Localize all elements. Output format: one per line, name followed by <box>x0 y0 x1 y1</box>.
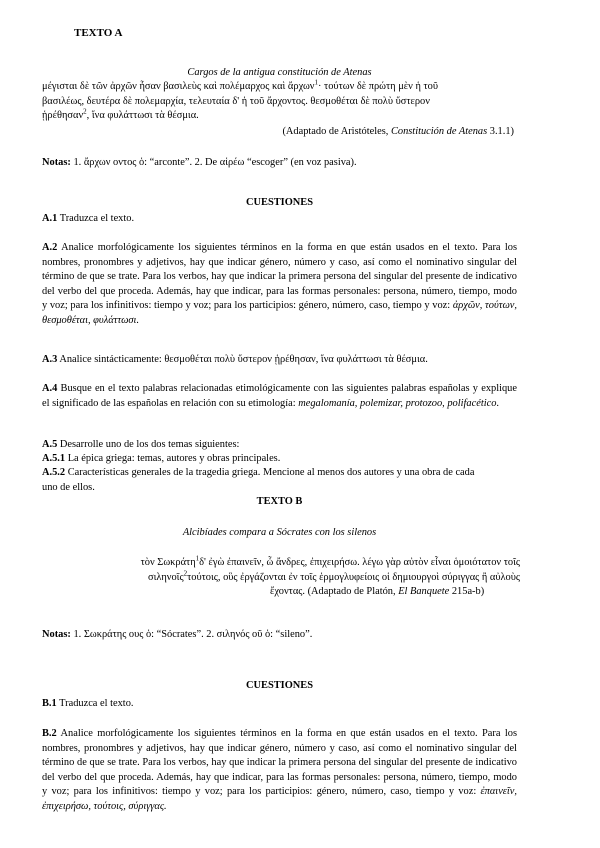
question-a4: A.4 Busque en el texto palabras relacionadas etimológicamente con las siguientes palabras españolas y explique el significado de las españolas en relación con su etimología: megalomanía, polemizar, protozoo, polifacético. <box>42 383 517 409</box>
texto-b-subtitle: Alcibíades compara a Sócrates con los silenos <box>182 527 377 538</box>
question-a5: A.5 Desarrolle uno de los dos temas siguientes: <box>42 439 240 450</box>
texto-a-subtitle: Cargos de la antigua constitución de Atenas <box>187 67 372 78</box>
texto-a-greek-passage: μέγισται δὲ τῶν ἀρχῶν ἦσαν βασιλεὺς καὶ πολέμαρχος καὶ ἄρχων$^1$· τούτων δὲ πρώτη μὲν ἡ τοῦ βασιλέως, δευτέρα δὲ πολεμαρχία, τελευταία δ' ἡ τοῦ ἄρχοντος. θεσμοθέται δὲ πολὺ ὕστερον ᾑρέθησαν$^2$, ἵνα φυλάττωσι τὰ θέσμια. <box>42 78 438 121</box>
question-a1: A.1 Traduzca el texto. <box>42 213 135 224</box>
texto-b-heading: TEXTO B <box>256 496 303 507</box>
texto-a-notes: Notas: 1. ἄρχων οντος ὁ: “arconte”. 2. De αἱρέω “escoger” (en voz pasiva). <box>42 157 357 168</box>
question-a3: A.3 Analice sintácticamente: θεσμοθέται πολὺ ὕστερον ᾑρέθησαν, ἵνα φυλάττωσι τὰ θέσμια. <box>42 354 428 365</box>
texto-b-notes: Notas: 1. Σωκράτης ους ὁ: “Sócrates”. 2. σιληνός οῦ ὁ: “sileno”. <box>42 629 313 640</box>
question-a2: A.2 Analice morfológicamente los siguientes términos en la forma en que están usados en el texto. Para los nombres, pronombres y adjetivos, hay que indicar género, número y caso, así como el nominativo singular del término de que se trate. Para los verbos, hay que indicar la primera persona del singular del presente de indicativo del verbo del que proceda. Además, hay que indicar, para las formas personales: persona, número, tiempo, modo y voz; para los infinitivos: tiempo y voz; para los participios: género, número, caso, tiempo y voz: ἀρχῶν, τούτων, θεσμοθέται, φυλάττωσι. <box>42 242 517 326</box>
texto-a-heading: TEXTO A <box>74 27 123 39</box>
texto-a-source: (Adaptado de Aristóteles, Constitución de Atenas 3.1.1) <box>282 126 514 137</box>
question-a5-2: A.5.2 Características generales de la tragedia griega. Mencione al menos dos autores y una obra de cada uno de ellos. <box>42 467 475 493</box>
cuestiones-a-heading: CUESTIONES <box>246 197 313 208</box>
question-a5-1: A.5.1 La épica griega: temas, autores y obras principales. <box>42 453 281 464</box>
cuestiones-b-heading: CUESTIONES <box>246 680 313 691</box>
question-b1: B.1 Traduzca el texto. <box>42 698 134 709</box>
question-b2: B.2 Analice morfológicamente los siguientes términos en la forma en que están usados en el texto. Para los nombres, pronombres y adjetivos, hay que indicar género, número y caso, así como el nominativo singular del término de que se trate. Para los verbos, hay que indicar la primera persona del singular del presente de indicativo del verbo del que proceda. Además, hay que indicar, para las formas personales: persona, número, tiempo, modo y voz; para los infinitivos: tiempo y voz; para los participios: género, número, caso, tiempo y voz: ἐπαινεῖν, ἐπιχειρήσω, τούτοις, σύριγγας. <box>42 728 517 812</box>
texto-b-greek-passage: τὸν Σωκράτη$^1$δ' ἐγὼ ἐπαινεῖν, ὦ ἄνδρες, ἐπιχειρήσω. λέγω γὰρ αὐτὸν εἶναι ὁμοιότατον τοῖς σιληνοῖς$^2$τούτοις, οὓς ἐργάζονται ἐν τοῖς ἑρμογλυφείοις οἱ δημιουργοὶ σύριγγας ἢ αὐλοὺς ἔχοντας. (Adaptado de Platón, El Banquete 215a-b) <box>140 554 520 597</box>
